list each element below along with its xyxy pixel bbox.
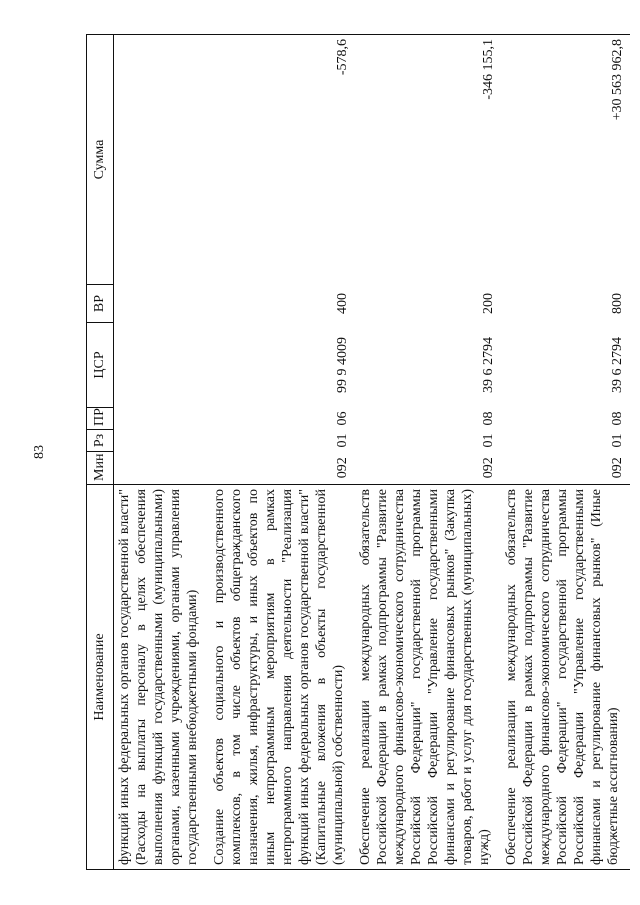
header-csr: ЦСР bbox=[87, 323, 114, 408]
row-sum bbox=[114, 35, 210, 285]
row-rz: 01 bbox=[335, 433, 350, 448]
table-row bbox=[355, 35, 501, 870]
row-rz: 01 bbox=[481, 433, 496, 448]
row-sum: -346 155,1 bbox=[355, 35, 501, 285]
row-min bbox=[114, 452, 210, 485]
row-pr: 08 bbox=[481, 411, 496, 426]
row-rz bbox=[114, 430, 210, 452]
budget-table bbox=[86, 34, 630, 870]
row-name: Создание объектов социального и производственного комплексов, в том числе объектов общегражданского назначения, жилья, инфраструктуры, и иных объектов по иным непрограммным мероприятиям в рамках непрограммного направления деятельности "Реализация функций иных федеральных органов государственной власти" (Капитальные вложения в объекты государственной (муниципальной) собственности) bbox=[209, 485, 355, 870]
row-csr: 39 6 2794 bbox=[481, 337, 496, 393]
table-row bbox=[501, 35, 630, 870]
row-name: Обеспечение реализации международных обязательств Российской Федерации в рамках подпрограммы "Развитие международного финансово-экономического сотрудничества Российской Федерации" государственной программы Российской Федерации "Управление государственными финансами и регулирование финансовых рынков" (Закупка товаров, работ и услуг для государственных (муниципальных) нужд) bbox=[355, 485, 501, 870]
header-rz: Рз bbox=[87, 430, 114, 452]
page-number: 83 bbox=[32, 445, 47, 459]
row-name: Обеспечение реализации международных обязательств Российской Федерации в рамках подпрограммы "Развитие международного финансово-экономического сотрудничества Российской Федерации" государственной программы Российской Федерации "Управление государственными финансами и регулирование финансовых рынков" (Иные бюджетные ассигнования) bbox=[501, 485, 630, 870]
header-pr: ПР bbox=[87, 408, 114, 430]
table-row bbox=[114, 35, 210, 870]
row-csr bbox=[114, 323, 210, 408]
row-pr: 08 bbox=[610, 411, 625, 426]
row-vr bbox=[114, 285, 210, 323]
row-sum: +30 563 962,8 bbox=[501, 35, 630, 285]
row-sum: -578,6 bbox=[209, 35, 355, 285]
row-vr: 400 bbox=[335, 293, 350, 314]
row-pr: 06 bbox=[335, 411, 350, 426]
row-min: 092 bbox=[335, 457, 350, 479]
row-min: 092 bbox=[610, 457, 625, 479]
row-name: функций иных федеральных органов государственной власти" (Расходы на выплаты персоналу в целях обеспечения выполнения функций государственными (муниципальными) органами, казенными учреждениями, органами управления государственными внебюджетными фондами) bbox=[114, 485, 210, 870]
header-sum: Сумма bbox=[87, 35, 114, 285]
table-row bbox=[209, 35, 355, 870]
header-vr: ВР bbox=[87, 285, 114, 323]
row-vr: 800 bbox=[610, 293, 625, 314]
row-csr: 99 9 4009 bbox=[335, 337, 350, 393]
row-csr: 39 6 2794 bbox=[610, 337, 625, 393]
table-header-row bbox=[87, 35, 114, 870]
header-min: Мин bbox=[87, 452, 114, 485]
rotated-page-content bbox=[86, 35, 625, 870]
row-vr: 200 bbox=[481, 293, 496, 314]
row-pr bbox=[114, 408, 210, 430]
row-rz: 01 bbox=[610, 433, 625, 448]
row-min: 092 bbox=[481, 457, 496, 479]
header-name: Наименование bbox=[87, 485, 114, 870]
